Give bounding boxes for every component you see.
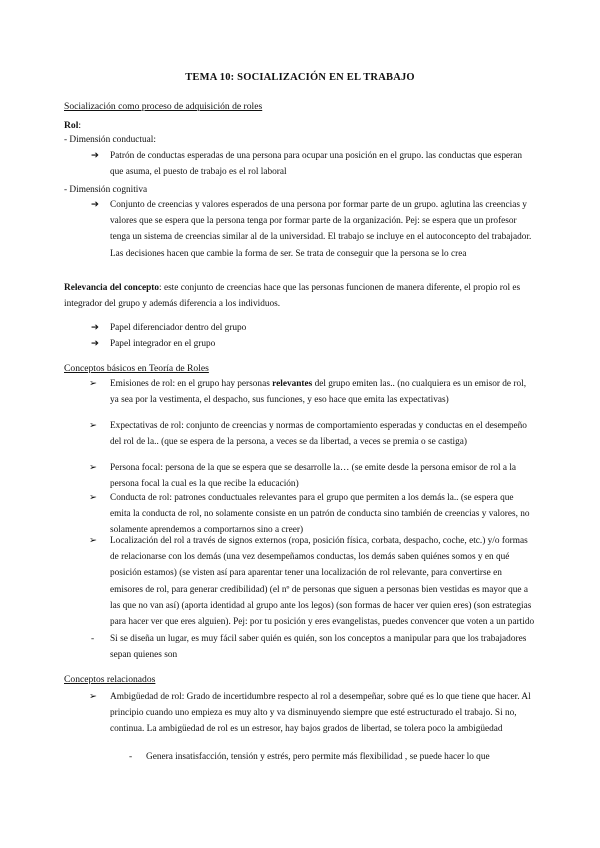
relevancia-paragraph <box>64 280 536 312</box>
dimension-cognitiva-label: - Dimensión cognitiva <box>64 185 148 195</box>
dash-bullet-icon: - <box>129 752 133 762</box>
section-heading-socializacion: Socialización como proceso de adquisición de roles <box>64 101 263 112</box>
diseno-lugar-item: Si se diseña un lugar, es muy fácil saber quién es quién, son los conceptos a manipular para que los trabajadores sepan quienes son <box>110 634 527 661</box>
emisiones-text-a: Emisiones de rol: en el grupo hay personas <box>110 379 273 389</box>
relevancia-text: : este conjunto de creencias hace que las personas funcionen de manera diferente, el propio rol es integrador del grupo y además diferencia a los individuos. <box>64 283 521 310</box>
emisiones-text-c: del grupo emiten las.. (no cualquiera es un emisor de rol, ya sea por la vestimenta, el despacho, sus funciones, y eso hace que emita las expectativas) <box>110 379 527 406</box>
genera-insatisfaccion-item: Genera insatisfacción, tensión y estrés, pero permite más flexibilidad , se puede hacer lo que <box>146 752 490 762</box>
conducta-de-rol-item: Conducta de rol: patrones conductuales relevantes para el grupo que permiten a los demás la.. (se espera que emita la conducta de rol, no solamente consiste en un patrón de conducta sino también de creencias y valores, no solamente aprendemos a comportarnos sino a creer) <box>110 493 530 536</box>
document-title: TEMA 10: SOCIALIZACIÓN EN EL TRABAJO <box>185 72 415 83</box>
dimension-cognitiva-text: Conjunto de creencias y valores esperados de una persona por formar parte de un grupo. aglutina las creencias y valores que se espera que la persona tenga por formar parte de la organización. Pej: se espera que un profesor tenga un sistema de creencias similar al de la universidad. El trabajo se incluye en el autoconcepto del trabajador. Las decisiones hacen que cambie la forma de ser. Se trata de conseguir que la persona se lo crea <box>110 200 532 259</box>
emisiones-text-bold: relevantes <box>272 379 313 389</box>
triangle-bullet-icon: ➢ <box>89 536 97 546</box>
triangle-bullet-icon: ➢ <box>89 493 97 503</box>
rol-label: Rol <box>64 120 79 131</box>
papel-diferenciador: Papel diferenciador dentro del grupo <box>110 323 247 333</box>
section-heading-conceptos-basicos: Conceptos básicos en Teoría de Roles <box>64 363 209 374</box>
dimension-conductual-label: - Dimensión conductual: <box>64 135 156 145</box>
expectativas-de-rol-item: Expectativas de rol: conjunto de creencias y normas de comportamiento esperadas y conductas en el desempeño del rol de la.. (que se espera de la persona, a veces se da libertad, a veces se premia o se castiga) <box>110 421 527 448</box>
emisiones-de-rol-item <box>110 376 535 408</box>
arrow-bullet-icon: ➔ <box>91 339 99 349</box>
arrow-bullet-icon: ➔ <box>91 323 99 333</box>
dimension-conductual-text: Patrón de conductas esperadas de una persona para ocupar una posición en el grupo. las conductas que esperan que asuma, el puesto de trabajo es el rol laboral <box>110 151 523 178</box>
triangle-bullet-icon: ➢ <box>89 421 97 431</box>
persona-focal-item: Persona focal: persona de la que se espera que se desarrolle la… (se emite desde la persona emisor de rol a la persona focal la cual es la que recibe la educación) <box>110 463 517 490</box>
arrow-bullet-icon: ➔ <box>91 151 99 161</box>
dash-bullet-icon: - <box>91 634 95 644</box>
rol-colon: : <box>78 120 82 131</box>
ambiguedad-de-rol-item: Ambigüedad de rol: Grado de incertidumbre respecto al rol a desempeñar, sobre qué es lo que tiene que hacer. Al principio cuando uno empieza es muy alto y va disminuyendo siempre que esté estructurado el trabajo. Si no, continua. La ambigüedad de rol es un estresor, hay bajos grados de libertad, se tolera poco la ambigüedad <box>110 692 531 735</box>
papel-integrador: Papel integrador en el grupo <box>110 339 216 349</box>
section-heading-conceptos-relacionados: Conceptos relacionados <box>64 674 156 685</box>
relevancia-label: Relevancia del concepto <box>64 283 160 293</box>
triangle-bullet-icon: ➢ <box>89 463 97 473</box>
triangle-bullet-icon: ➢ <box>89 692 97 702</box>
localizacion-del-rol-item: Localización del rol a través de signos externos (ropa, posición física, corbata, despacho, coche, etc.) y/o formas de relacionarse con los demás (una vez desempeñamos conductas, los demás saben quiénes somos y en qué posición estamos) (se visten así para aparentar tener una localización de rol relevante, para convertirse en emisores de rol, para generar credibilidad) (el nº de personas que siguen a personas bien vestidas es mayor que a las que no van así) (aporta identidad al grupo ante los legos) (son formas de hacer ver quien eres) (son estrategias para hacer ver que eres alguien). Pej: por tu posición y eres evangelistas, puedes convencer que voten a un partido <box>110 536 535 628</box>
triangle-bullet-icon: ➢ <box>89 379 97 389</box>
arrow-bullet-icon: ➔ <box>91 200 99 210</box>
